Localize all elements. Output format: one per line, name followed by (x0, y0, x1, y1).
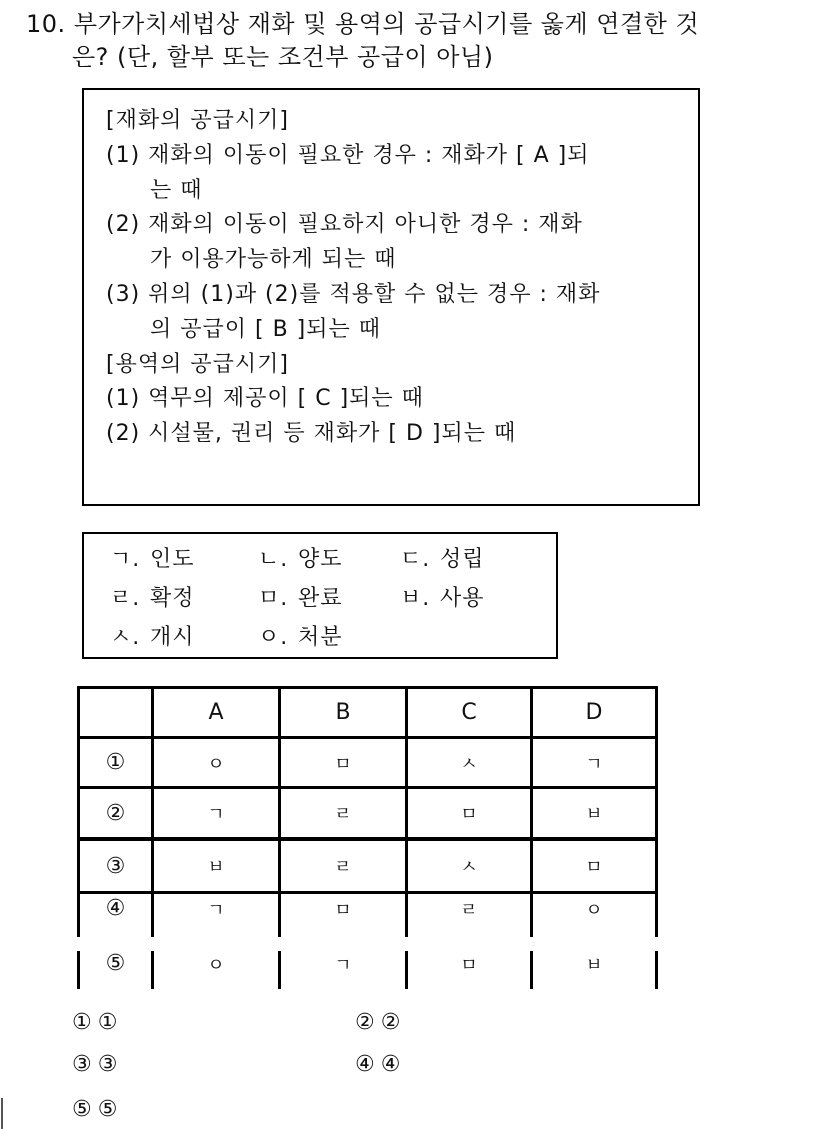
option-item (110, 541, 258, 578)
option-jamo: ㅅ. (110, 625, 141, 650)
option-term: 완료 (298, 586, 343, 611)
choice-marker: ③ (72, 1052, 98, 1077)
table-row (77, 841, 658, 894)
table-row (77, 739, 658, 789)
answer-table (77, 686, 658, 989)
cell-a: ㅇ (207, 753, 225, 775)
header-cell-d: D (530, 689, 658, 736)
row-number: ② (105, 800, 126, 826)
option-item (400, 541, 530, 578)
question-line-2 (26, 41, 806, 74)
option-term: 개시 (150, 625, 195, 650)
choice-1[interactable] (72, 1010, 123, 1035)
choice-3[interactable] (72, 1052, 123, 1077)
header-cell-empty (77, 689, 151, 736)
question-text-2: 은? (단, 할부 또는 조건부 공급이 아님) (72, 43, 494, 71)
option-jamo: ㅂ. (400, 586, 431, 611)
choice-5[interactable] (72, 1097, 123, 1122)
table-row (77, 789, 658, 841)
cell-d: ㅂ (585, 955, 603, 976)
rules-goods-item-3-cont: 의 공급이 [ B ]되는 때 (150, 316, 381, 342)
rules-heading-services: [용역의 공급시기] (106, 351, 289, 377)
option-term: 성립 (440, 547, 485, 572)
option-jamo: ㅁ. (258, 586, 289, 611)
table-header-row (77, 686, 658, 739)
question-line-1 (26, 8, 806, 41)
rules-services-item-2: (2) 시설물, 권리 등 재화가 [ D ]되는 때 (106, 421, 517, 447)
cell-c: ㅁ (460, 955, 478, 976)
option-term: 사용 (440, 586, 485, 611)
cell-d: ㅇ (585, 900, 603, 921)
row-number: ④ (105, 896, 126, 921)
option-jamo: ㄱ. (110, 547, 141, 572)
header-cell-c: C (405, 689, 530, 736)
cell-b: ㅁ (334, 900, 352, 921)
table-row (77, 951, 658, 989)
cell-d: ㅂ (585, 804, 603, 825)
rules-goods-item-3: (3) 위의 (1)과 (2)를 적용할 수 없는 경우 : 재화 (106, 281, 601, 307)
option-item (258, 619, 400, 656)
row-number: ① (105, 750, 126, 775)
option-jamo: ㅇ. (258, 625, 289, 650)
rules-heading-goods: [재화의 공급시기] (106, 108, 289, 133)
rules-goods-item-1-cont: 는 때 (150, 177, 203, 203)
rules-goods-item-2: (2) 재화의 이동이 필요하지 아니한 경우 : 재화 (106, 212, 583, 238)
question-text-1: 부가가치세법상 재화 및 용역의 공급시기를 옳게 연결한 것 (73, 10, 700, 38)
question-stem (26, 8, 806, 74)
cell-a: ㅂ (207, 857, 225, 878)
cell-b: ㄱ (334, 955, 352, 976)
term-options-box (82, 532, 558, 659)
cell-a: ㄱ (207, 804, 225, 825)
choice-2[interactable] (355, 1010, 406, 1035)
option-term: 처분 (298, 625, 343, 650)
choice-marker: ② (355, 1010, 381, 1035)
option-jamo: ㄴ. (258, 547, 289, 572)
rules-goods-item-1: (1) 재화의 이동이 필요한 경우 : 재화가 [ A ]되 (106, 142, 590, 168)
row-number: ⑤ (105, 951, 126, 976)
table-row (77, 894, 658, 937)
choice-value: ② (380, 1010, 407, 1035)
choice-marker: ① (72, 1010, 98, 1035)
option-term: 확정 (150, 586, 195, 611)
option-item (400, 580, 530, 617)
choice-value: ④ (380, 1052, 407, 1077)
row-number: ③ (105, 853, 126, 879)
cell-b: ㄹ (334, 857, 352, 878)
cell-b: ㅁ (334, 753, 352, 775)
page-edge-mark (1, 1098, 3, 1129)
choice-value: ⑤ (97, 1097, 124, 1122)
cell-d: ㅁ (585, 857, 603, 878)
rules-goods-item-2-cont: 가 이용가능하게 되는 때 (150, 247, 397, 273)
cell-c: ㅁ (460, 804, 478, 825)
choice-4[interactable] (355, 1052, 406, 1077)
cell-d: ㄱ (585, 753, 603, 775)
option-term: 인도 (150, 547, 195, 572)
option-term: 양도 (298, 547, 343, 572)
choice-marker: ⑤ (72, 1097, 98, 1122)
header-cell-b: B (278, 689, 405, 736)
cell-c: ㅅ (460, 857, 478, 878)
option-item (110, 580, 258, 617)
question-number: 10. (26, 10, 66, 38)
choice-value: ③ (97, 1052, 124, 1077)
supply-timing-rules-box (82, 88, 700, 506)
option-item (110, 619, 258, 656)
header-cell-a: A (151, 689, 278, 736)
option-item (258, 580, 400, 617)
table-row-gap (77, 937, 658, 951)
cell-b: ㄹ (334, 804, 352, 825)
cell-a: ㅇ (207, 955, 225, 976)
option-jamo: ㄹ. (110, 586, 141, 611)
cell-c: ㄹ (460, 900, 478, 921)
option-item (258, 541, 400, 578)
choice-value: ① (97, 1010, 124, 1035)
option-jamo: ㄷ. (400, 547, 431, 572)
cell-a: ㄱ (207, 900, 225, 921)
cell-c: ㅅ (460, 753, 478, 775)
choice-marker: ④ (355, 1052, 381, 1077)
rules-services-item-1: (1) 역무의 제공이 [ C ]되는 때 (106, 386, 424, 412)
